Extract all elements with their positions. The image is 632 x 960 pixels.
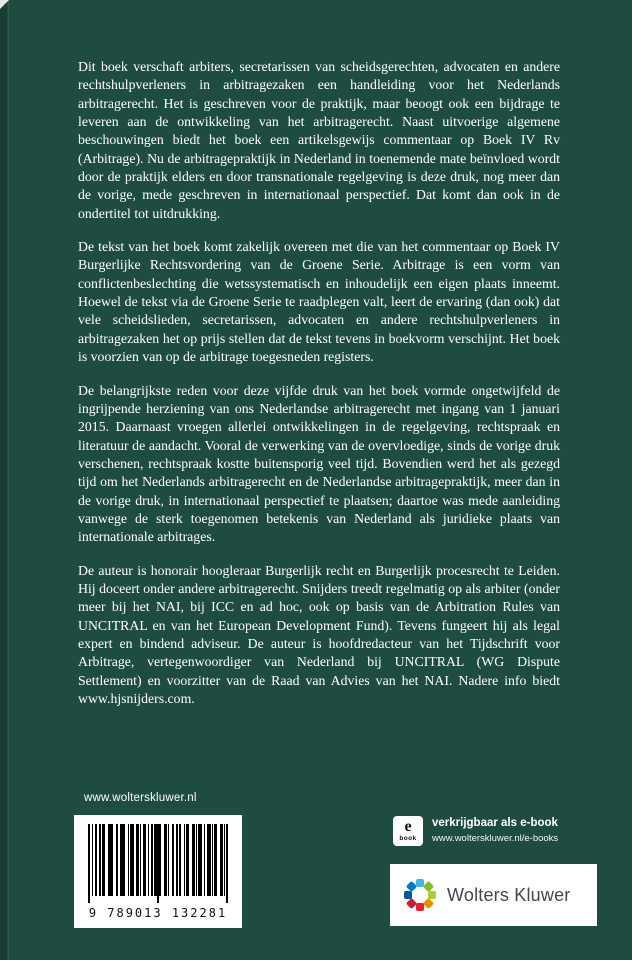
ebook-availability-label: verkrijgbaar als e-book: [432, 817, 558, 829]
blurb-paragraph-2: De tekst van het boek komt zakelijk overeen met die van het commentaar op Boek IV Burgerlijke Rechtsvordering van de Groene Serie. Arbitrage is een vorm van conflictenbeslechting die wetssystematisch en inhoudelijk een eigen plaats inneemt. Hoewel de tekst via de Groene Serie te raadplegen valt, leert de ervaring (dan ook) dat vele scheidslieden, secretarissen, advocaten en andere rechtshulpverleners in arbitragezaken het op prijs stellen dat de tekst tevens in boekvorm verschijnt. Het boek is voorzien van op de arbitrage toegesneden registers.: [78, 239, 560, 365]
blurb-paragraph-1: Dit boek verschaft arbiters, secretarissen van scheidsgerechten, advocaten en andere rechtshulpverleners in arbitragezaken een handleiding voor het Nederlands arbitragerecht. Het is geschreven voor de praktijk, maar beoogt ook een bijdrage te leveren aan de ontwikkeling van het arbitragerecht. Naast uitvoerige algemene beschouwingen biedt het boek een artikelsgewijs commentaar op Boek IV Rv (Arbitrage). Nu de arbitragepraktijk in Nederland in toenemende mate beïnvloed wordt door de praktijk elders en door transnationale regelgeving is deze druk, nog meer dan de vorige, mede geschreven in internationaal perspectief. Dat komt dan ook in de ondertitel tot uitdrukking.: [78, 59, 560, 221]
blurb-text-block: [78, 58, 560, 723]
barcode-guard-middle: [157, 824, 159, 903]
ebook-text: [432, 816, 558, 844]
ebook-url: www.wolterskluwer.nl/e-books: [432, 833, 559, 844]
isbn-number: 9 789013 132281: [88, 906, 228, 920]
wolters-kluwer-logo-icon: [403, 878, 437, 912]
ebook-icon: [393, 816, 423, 846]
barcode-guard-right: [226, 824, 228, 903]
publisher-name: Wolters Kluwer: [447, 884, 571, 905]
barcode: [74, 815, 242, 928]
ebook-icon-e: e: [404, 818, 412, 836]
cover-edge-line: [8, 0, 9, 960]
publisher-url: www.wolterskluwer.nl: [84, 792, 197, 804]
blurb-paragraph-4: De auteur is honorair hoogleraar Burgerlijk recht en Burgerlijk procesrecht te Leiden. Hij doceert onder andere arbitragerecht. Snijders treedt regelmatig op als arbiter (onder meer bij het NAI, bij ICC en ad hoc, ook op basis van de Arbitration Rules van UNCITRAL en van het European Development Fund). Tevens fungeert hij als legal expert en bindend adviseur. De auteur is hoofdredacteur van het Tijdschrift voor Arbitrage, vertegenwoordiger van Nederland bij UNCITRAL (WG Dispute Settlement) en voorzitter van de Raad van Advies van het NAI. Nadere info biedt www.hjsnijders.com.: [78, 562, 560, 706]
spine-shadow: [0, 0, 7, 960]
page-corner-notch: [0, 0, 9, 9]
ebook-icon-book: book: [399, 834, 417, 842]
barcode-bars: [88, 824, 228, 896]
blurb-paragraph-3: De belangrijkste reden voor deze vijfde druk van het boek vormde ongetwijfeld de ingrijpende herziening van ons Nederlandse arbitragerecht met ingang van 1 januari 2015. Daarnaast vroegen allerlei ontwikkelingen in de regelgeving, rechtspraak en literatuur de aandacht. Vooral de verwerking van de overvloedige, sinds de vorige druk verschenen, rechtspraak kostte buitensporig veel tijd. Bovendien werd het als gezegd tijd om het Nederlands arbitragerecht en de Nederlandse arbitragepraktijk, meer dan in de vorige druk, in internationaal perspectief te plaatsen; daartoe was mede aanleiding vanwege de sterk toegenomen betekenis van Nederland als juridieke plaats van internationale arbitrages.: [78, 382, 560, 545]
ebook-availability: [393, 816, 558, 846]
publisher-logo-box: [390, 864, 597, 926]
barcode-guard-left: [88, 824, 90, 903]
